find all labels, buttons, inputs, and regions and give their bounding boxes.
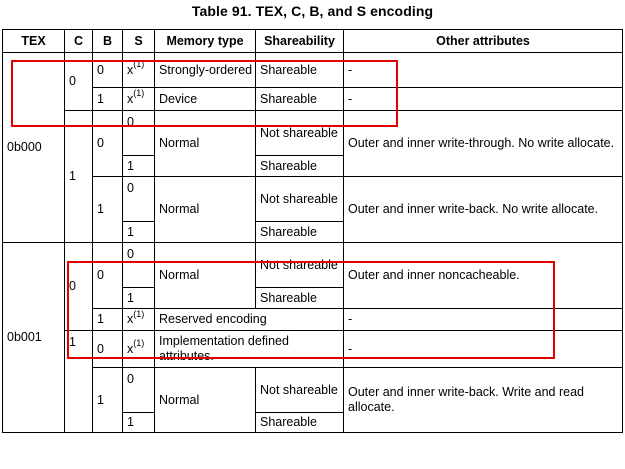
shareability-cell: Not shareable <box>256 368 344 413</box>
header-tex: TEX <box>3 30 65 53</box>
memory-type-cell: Normal <box>155 243 256 309</box>
s-cell: $x^{(1)}$ <box>123 309 155 331</box>
s-cell: 0 <box>123 177 155 222</box>
b-cell: 0 <box>93 53 123 88</box>
memory-type-cell: Normal <box>155 368 256 433</box>
table-row <box>3 243 623 288</box>
b-cell: 1 <box>93 309 123 331</box>
table-row <box>3 177 623 222</box>
memory-type-cell: Strongly-ordered <box>155 53 256 88</box>
table-row <box>3 53 623 88</box>
table-row <box>3 111 623 156</box>
header-other-attributes: Other attributes <box>344 30 623 53</box>
shareability-cell: Shareable <box>256 88 344 111</box>
c-cell: 0 <box>65 53 93 111</box>
s-cell: $x^{(1)}$ <box>123 88 155 111</box>
c-cell: 1 <box>65 331 93 433</box>
memory-type-cell: Normal <box>155 111 256 177</box>
s-cell: 0 <box>123 243 155 288</box>
shareability-cell: Not shareable <box>256 177 344 222</box>
attributes-cell: Outer and inner write-through. No write allocate. <box>344 111 623 177</box>
b-cell: 1 <box>93 88 123 111</box>
attributes-cell: Outer and inner noncacheable. <box>344 243 623 309</box>
b-cell: 1 <box>93 177 123 243</box>
s-cell: 1 <box>123 413 155 433</box>
b-cell: 1 <box>93 368 123 433</box>
shareability-cell: Not shareable <box>256 111 344 156</box>
table-row <box>3 309 623 331</box>
memory-type-cell: Device <box>155 88 256 111</box>
tex-cell: 0b000 <box>3 53 65 243</box>
s-cell: $x^{(1)}$ <box>123 53 155 88</box>
attributes-cell: Outer and inner write-back. No write allocate. <box>344 177 623 243</box>
table-row <box>3 88 623 111</box>
s-cell: 0 <box>123 111 155 156</box>
memory-type-cell: Implementation defined attributes. <box>155 331 344 368</box>
memory-type-cell: Normal <box>155 177 256 243</box>
header-b: B <box>93 30 123 53</box>
table-row <box>3 331 623 368</box>
s-cell: 1 <box>123 222 155 243</box>
tex-cell: 0b001 <box>3 243 65 433</box>
tex-cbs-encoding-table <box>2 29 623 433</box>
table-row <box>3 368 623 413</box>
shareability-cell: Shareable <box>256 53 344 88</box>
shareability-cell: Shareable <box>256 222 344 243</box>
s-cell: 1 <box>123 156 155 177</box>
table-caption: Table 91. TEX, C, B, and S encoding <box>191 3 434 19</box>
table-header-row <box>3 30 623 53</box>
c-cell: 0 <box>65 243 93 331</box>
attributes-cell: - <box>344 88 623 111</box>
header-memory-type: Memory type <box>155 30 256 53</box>
attributes-cell: - <box>344 309 623 331</box>
b-cell: 0 <box>93 243 123 309</box>
shareability-cell: Shareable <box>256 413 344 433</box>
header-s: S <box>123 30 155 53</box>
header-shareability: Shareability <box>256 30 344 53</box>
s-cell: 0 <box>123 368 155 413</box>
shareability-cell: Shareable <box>256 156 344 177</box>
shareability-cell: Shareable <box>256 288 344 309</box>
memory-type-cell: Reserved encoding <box>155 309 344 331</box>
attributes-cell: - <box>344 53 623 88</box>
c-cell: 1 <box>65 111 93 243</box>
b-cell: 0 <box>93 111 123 177</box>
shareability-cell: Not shareable <box>256 243 344 288</box>
s-cell: 1 <box>123 288 155 309</box>
s-cell: $x^{(1)}$ <box>123 331 155 368</box>
header-c: C <box>65 30 93 53</box>
attributes-cell: - <box>344 331 623 368</box>
attributes-cell: Outer and inner write-back. Write and read allocate. <box>344 368 623 433</box>
b-cell: 0 <box>93 331 123 368</box>
